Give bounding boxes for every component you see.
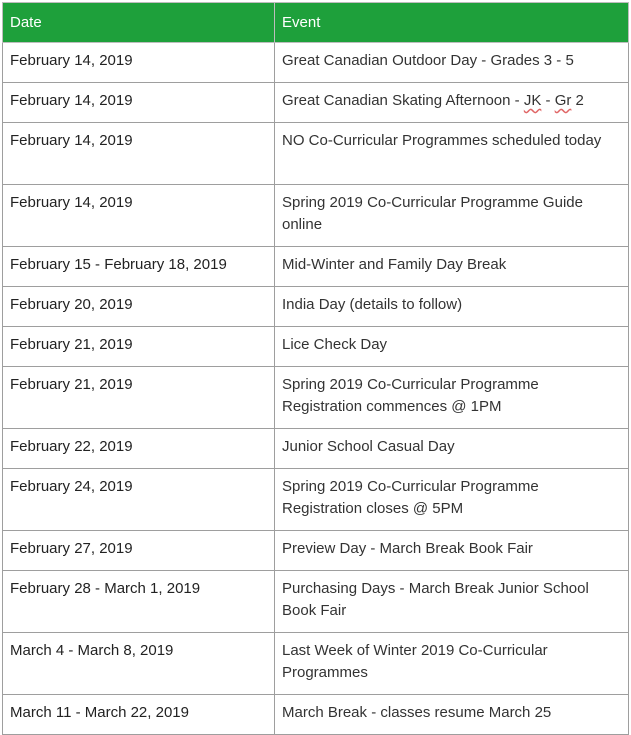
date-cell[interactable]: February 21, 2019 xyxy=(3,367,275,429)
table-row xyxy=(3,571,629,633)
header-row xyxy=(3,3,629,43)
table-row xyxy=(3,185,629,247)
event-cell[interactable]: Last Week of Winter 2019 Co-Curricular Programmes xyxy=(275,633,629,695)
event-cell[interactable]: Junior School Casual Day xyxy=(275,429,629,469)
event-cell[interactable]: Preview Day - March Break Book Fair xyxy=(275,531,629,571)
event-text: 2 xyxy=(571,92,584,109)
table-row xyxy=(3,247,629,287)
event-cell[interactable]: NO Co-Curricular Programmes scheduled today xyxy=(275,123,629,185)
table-row xyxy=(3,695,629,735)
date-cell[interactable]: February 14, 2019 xyxy=(3,185,275,247)
event-cell[interactable]: Spring 2019 Co-Curricular Programme Guide online xyxy=(275,185,629,247)
spellcheck-flagged-word[interactable]: JK xyxy=(523,92,542,109)
table-row xyxy=(3,123,629,185)
date-cell[interactable]: February 14, 2019 xyxy=(3,43,275,83)
event-cell[interactable]: Lice Check Day xyxy=(275,327,629,367)
events-table xyxy=(2,2,629,735)
date-cell[interactable]: February 20, 2019 xyxy=(3,287,275,327)
date-cell[interactable]: February 28 - March 1, 2019 xyxy=(3,571,275,633)
date-cell[interactable]: February 22, 2019 xyxy=(3,429,275,469)
table-row xyxy=(3,367,629,429)
date-cell[interactable]: February 21, 2019 xyxy=(3,327,275,367)
table-row xyxy=(3,327,629,367)
event-column-header: Event xyxy=(275,3,629,43)
event-cell[interactable]: Spring 2019 Co-Curricular Programme Registration commences @ 1PM xyxy=(275,367,629,429)
table-row xyxy=(3,43,629,83)
date-cell[interactable]: February 15 - February 18, 2019 xyxy=(3,247,275,287)
event-cell[interactable] xyxy=(275,83,629,123)
table-row xyxy=(3,633,629,695)
event-cell[interactable]: Mid-Winter and Family Day Break xyxy=(275,247,629,287)
event-cell[interactable]: Spring 2019 Co-Curricular Programme Registration closes @ 5PM xyxy=(275,469,629,531)
date-cell[interactable]: February 27, 2019 xyxy=(3,531,275,571)
date-cell[interactable]: March 11 - March 22, 2019 xyxy=(3,695,275,735)
table-row xyxy=(3,287,629,327)
event-text: - xyxy=(541,92,555,109)
date-cell[interactable]: March 4 - March 8, 2019 xyxy=(3,633,275,695)
date-cell[interactable]: February 14, 2019 xyxy=(3,123,275,185)
events-table-container xyxy=(2,2,629,735)
table-row xyxy=(3,83,629,123)
event-cell[interactable]: Great Canadian Outdoor Day - Grades 3 - 5 xyxy=(275,43,629,83)
table-row xyxy=(3,469,629,531)
date-cell[interactable]: February 24, 2019 xyxy=(3,469,275,531)
date-column-header: Date xyxy=(3,3,275,43)
event-cell[interactable]: March Break - classes resume March 25 xyxy=(275,695,629,735)
table-row xyxy=(3,531,629,571)
event-cell[interactable]: India Day (details to follow) xyxy=(275,287,629,327)
event-text: Great Canadian Skating Afternoon - xyxy=(282,92,524,109)
event-cell[interactable]: Purchasing Days - March Break Junior School Book Fair xyxy=(275,571,629,633)
date-cell[interactable]: February 14, 2019 xyxy=(3,83,275,123)
spellcheck-flagged-word[interactable]: Gr xyxy=(554,92,572,109)
table-row xyxy=(3,429,629,469)
